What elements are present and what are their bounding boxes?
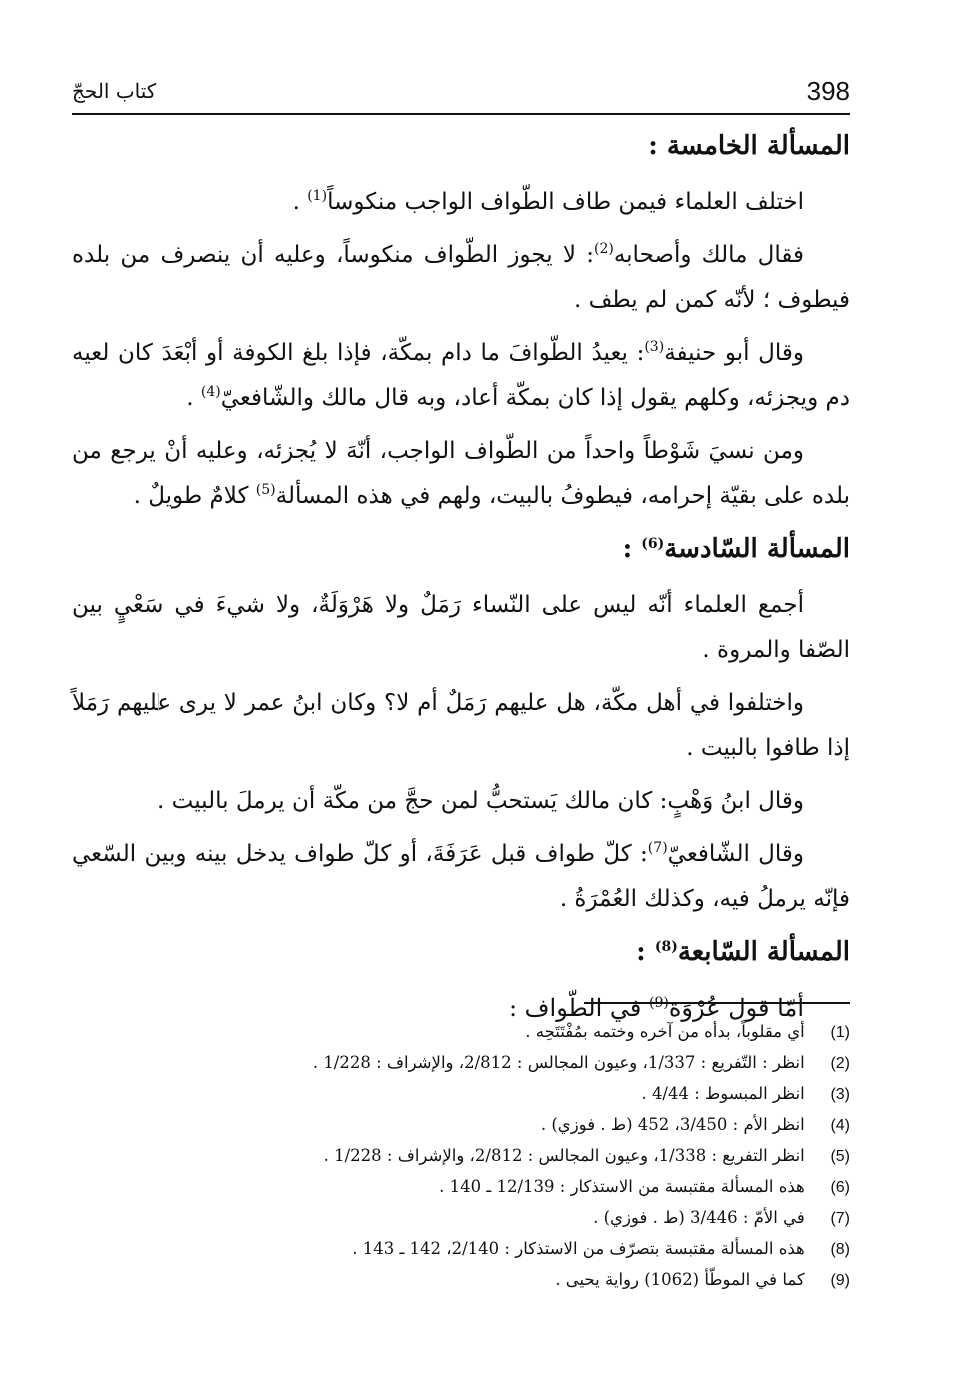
footnote-ref[interactable]: (3) (644, 339, 665, 355)
footnote-text: انظر الأم : 3/450، 452 (ط . فوزي) . (540, 1115, 805, 1134)
footnote-ref[interactable]: (2) (593, 241, 614, 257)
section-intro: أمّا قول عُرْوَة$^{(9)}$ في الطّواف : (508, 994, 804, 1022)
footnote (72, 1016, 850, 1047)
footnote-ref[interactable]: (4) (200, 384, 221, 400)
footnote-text: هذه المسألة مقتبسة بتصرّف من الاستذكار : 2/140، 142 ـ 143 . (352, 1239, 805, 1258)
main-text (72, 124, 850, 1030)
paragraph: وقال الشّافعيّ$^{(7)}$: كلّ طواف قبل عَرَفَةَ، أو كلّ طواف يدخل بينه وبين السّعي فإنّه يرملُ فيه، وكذلك العُمْرَةُ . (72, 840, 850, 912)
footnote-number: (3) (830, 1086, 850, 1103)
footnote-number: (6) (830, 1179, 850, 1196)
footnote-separator (584, 1002, 850, 1004)
footnote (72, 1233, 850, 1264)
paragraph: ومن نسيَ شَوْطاً واحداً من الطّواف الواجب، أنّهَ لا يُجزئه، وعليه أنْ يرجع من بلده على بقيّة إحرامه، فيطوفُ بالبيت، ولهم في هذه المسألة$^{(5)}$ كلامٌ طويلٌ . (72, 438, 850, 509)
footnote-text: انظر المبسوط : 4/44 . (641, 1084, 805, 1103)
paragraph: فقال مالك وأصحابه$^{(2)}$: لا يجوز الطّواف منكوساً، وعليه أن ينصرف من بلده فيطوف ؛ لأنّه كمن لم يطف . (72, 241, 850, 313)
footnote (72, 1047, 850, 1078)
footnote-ref[interactable]: (8) (654, 939, 678, 955)
footnote-ref[interactable]: (5) (255, 482, 276, 498)
running-head (72, 74, 850, 108)
footnote-text: كما في الموطّأ (1062) رواية يحيى . (555, 1270, 805, 1289)
footnote-text: هذه المسألة مقتبسة من الاستذكار : 12/139 ـ 140 . (439, 1177, 805, 1196)
footnote-text: انظر : التّفريع : 1/337، وعيون المجالس : 2/812، والإشراف : 1/228 . (312, 1053, 805, 1072)
footnote-number: (4) (830, 1117, 850, 1134)
footnotes (72, 1016, 850, 1295)
paragraph: أجمع العلماء أنّه ليس على النّساء رَمَلٌ ولا هَرْوَلَةٌ، ولا شيءَ في سَعْيٍ بين الصّفا والمروة . (72, 592, 850, 663)
paragraph: واختلفوا في أهل مكّة، هل عليهم رَمَلٌ أم لا؟ وكان ابنُ عمر لا يرى عليهم رَمَلاً إذا طافوا بالبيت . (72, 690, 850, 761)
section-heading-7: المسألة السّابعة$^{(8)}$ : (636, 937, 850, 967)
footnote (72, 1109, 850, 1140)
footnote-number: (8) (830, 1241, 850, 1258)
footnote-ref[interactable]: (1) (307, 188, 328, 204)
footnote (72, 1078, 850, 1109)
footnote-text: في الأمّ : 3/446 (ط . فوزي) . (593, 1208, 805, 1227)
footnote-ref[interactable]: (6) (641, 536, 665, 552)
footnote (72, 1140, 850, 1171)
section-heading-6: المسألة السّادسة$^{(6)}$ : (622, 534, 850, 564)
footnote-number: (1) (830, 1024, 850, 1041)
footnote-number: (2) (830, 1055, 850, 1072)
footnote (72, 1171, 850, 1202)
paragraph: وقال أبو حنيفة$^{(3)}$: يعيدُ الطّوافَ ما دام بمكّة، فإذا بلغ الكوفة أو أبْعَدَ كان لعيه دم ويجزئه، وكلهم يقول إذا كان بمكّة أعاد، وبه قال مالك والشّافعيّ$^{(4)}$ . (72, 339, 850, 411)
footnote-number: (5) (830, 1148, 850, 1165)
footnote-number: (7) (830, 1210, 850, 1227)
footnote (72, 1202, 850, 1233)
footnote-ref[interactable]: (7) (647, 840, 668, 856)
book-title: كتاب الحجّ (72, 79, 157, 103)
paragraph: وقال ابنُ وَهْبٍ: كان مالك يَستحبُّ لمن حجَّ من مكّة أن يرملَ بالبيت . (157, 788, 804, 814)
footnote-ref[interactable]: (9) (649, 995, 669, 1011)
header-rule (72, 113, 850, 115)
footnote-text: انظر التفريع : 1/338، وعيون المجالس : 2/812، والإشراف : 1/228 . (323, 1146, 805, 1165)
footnote-text: أي مقلوباً، بدأه من آخره وختمه بمُفْتَتَحِه . (525, 1022, 805, 1041)
footnote (72, 1264, 850, 1295)
footnote-number: (9) (830, 1272, 850, 1289)
page-number: 398 (806, 76, 850, 106)
section-heading-5: المسألة الخامسة : (648, 131, 850, 161)
paragraph: اختلف العلماء فيمن طاف الطّواف الواجب منكوساً$^{(1)}$ . (292, 188, 804, 215)
margin-mark (158, 693, 159, 711)
